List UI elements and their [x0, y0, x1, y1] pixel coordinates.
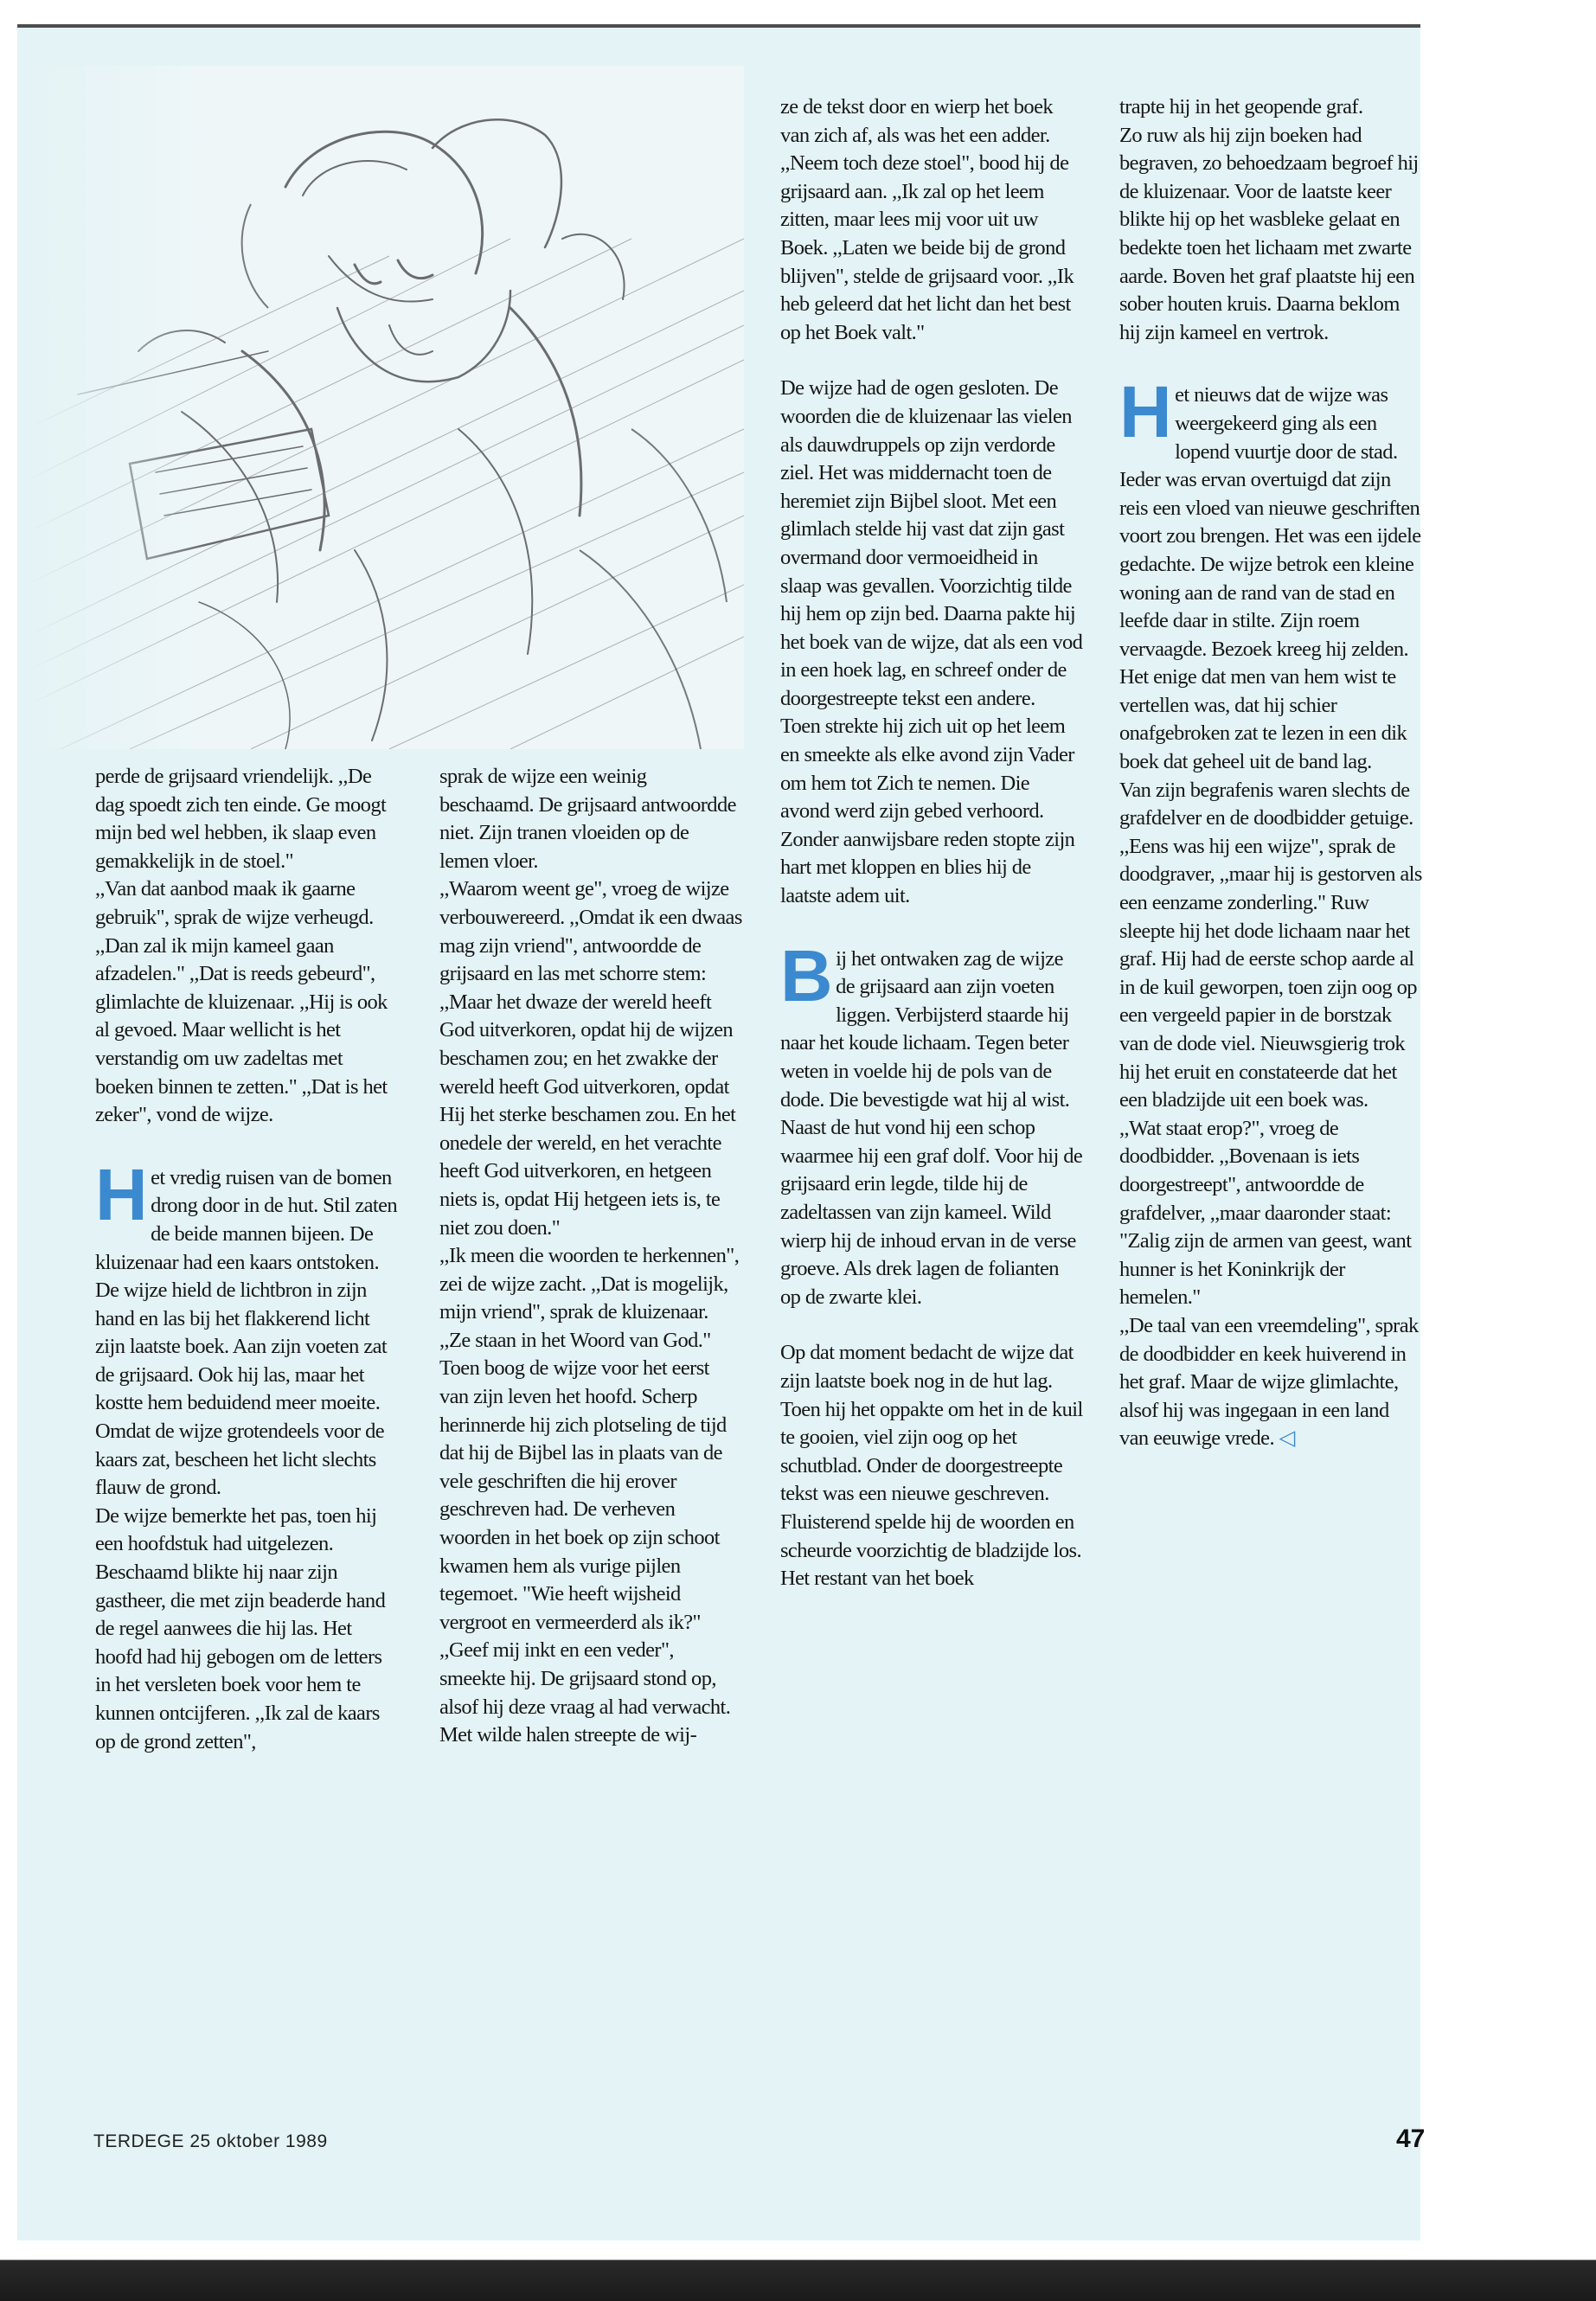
- paragraph: De wijze bemerkte het pas, toen hij een hoofdstuk had uitgelezen. Beschaamd blikte hij naar zijn gastheer, die met zijn beaderde hand de regel aanwees die hij las. Het hoofd had hij gebogen om de letters in het versleten boek voor hem te kunnen ontcijferen. ,,Ik zal de kaars op de grond zetten",: [95, 1503, 386, 1753]
- paragraph: sprak de wijze een weinig beschaamd. De grijsaard antwoordde niet. Zijn tranen vloeiden op de lemen vloer.: [439, 765, 736, 873]
- paragraph: perde de grijsaard vriendelijk. ,,De dag spoedt zich ten einde. Ge moogt mijn bed wel hebben, ik slaap even gemakkelijk in de stoel.": [95, 765, 387, 873]
- paragraph: ze de tekst door en wierp het boek van zich af, als was het een adder.: [780, 95, 1053, 147]
- paragraph: ,,Ik meen die woorden te herkennen", zei de wijze zacht. ,,Dat is mogelijk, mijn vriend", sprak de kluizenaar. ,,Ze staan in het Woord van God." Toen boog de wijze voor het eerst van zijn leven het hoofd. Scherp herinnerde hij zich plotseling de tijd dat hij de Bijbel las in plaats van de vele geschriften die hij erover geschreven had. De verheven woorden in het boek op zijn schoot kwamen hem als vurige pijlen tegemoet. "Wie heeft wijsheid vergroot en vermeerderd als ik?" ,,Geef mij inkt en een veder", smeekte hij. De grijsaard stond op, alsof hij deze vraag al had verwacht. Met wilde halen streepte de wij-: [439, 1244, 740, 1747]
- drop-cap: B: [780, 934, 833, 1016]
- paragraph: ,,Van dat aanbod maak ik gaarne gebruik", sprak de wijze verheugd. ,,Dan zal ik mijn kameel gaan afzadelen." ,,Dat is reeds gebeurd", glimlachte de kluizenaar. ,,Hij is ook al gevoed. Maar wellicht is het verstandig om uw zadeltas met boeken binnen te zetten." ,,Dat is het zeker", vond de wijze.: [95, 877, 388, 1127]
- paragraph-text: ,,De taal van een vreemdeling", sprak de doodbidder en keek huiverend in het graf. Maar de wijze glimlachte, alsof hij was ingegaan in een land van eeuwige vrede.: [1119, 1313, 1419, 1451]
- dropcap-paragraph: [780, 934, 1083, 1115]
- page-number: 47: [1396, 2125, 1426, 2153]
- scan-edge: [0, 2242, 1596, 2301]
- end-mark-icon: ◁: [1279, 1426, 1295, 1451]
- paragraph: ,,Wat staat erop?", vroeg de doodbidder. ,,Bovenaan is iets doorgestreept", antwoordde de grafdelver, ,,maar daaronder staat: "Zalig zijn de armen van geest, want hunner is het Koninkrijk der hemelen.": [1119, 1116, 1412, 1310]
- paragraph: Van zijn begrafenis waren slechts de grafdelver en de doodbidder getuige. ,,Eens was hij een wijze", sprak de doodgraver, ,,maar hij is gestorven als een eenzame zonderling." Ruw sleepte hij het dode lichaam naar het graf. Hij had de eerste schop aarde al in de kuil geworpen, toen zijn oog op een vergeeld papier in de borstzak van de dode viel. Nieuwsgierig trok hij het eruit en constateerde dat het een bladzijde uit een boek was.: [1119, 778, 1422, 1112]
- paragraph-text: ij het ontwaken zag de wijze de grijsaard aan zijn voeten liggen. Verbijsterd staarde hij naar het koude lichaam. Tegen beter weten in voelde hij de pols van de dode. Die bevestigde wat hij al wist.: [780, 946, 1070, 1112]
- issue-date: 25 oktober 1989: [189, 2131, 328, 2151]
- paragraph: Toen strekte hij zich uit op het leem en smeekte als elke avond zijn Vader om hem tot Zich te nemen. Die avond werd zijn gebed verhoord. Zonder aanwijsbare reden stopte zijn hart met kloppen en blies hij de laatste adem uit.: [780, 715, 1075, 908]
- column-4: [1119, 93, 1422, 1453]
- paragraph-text: et nieuws dat de wijze was weergekeerd ging als een lopend vuurtje door de stad. Ieder was ervan overtuigd dat zijn reis een vloed van nieuwe geschriften voort zou brengen. Het was een ijdele gedachte. De wijze betrok een kleine woning aan de rand van de stad en leefde daar in stilte. Zijn roem vervaagde. Bezoek kreeg hij zelden. Het enige dat men van hem wist te vertellen was, dat hij schier onafgebroken zat te lezen in een dik boek dat geheel uit de band lag.: [1119, 383, 1421, 774]
- paragraph: Zo ruw als hij zijn boeken had begraven, zo behoedzaam begroef hij de kluizenaar. Voor de laatste keer blikte hij op het wasbleke gelaat en bedekte toen het lichaam met zwarte aarde. Boven het graf plaatste hij een sober houten kruis. Daarna beklom hij zijn kameel en vertrok.: [1119, 123, 1419, 344]
- column-3: [780, 93, 1083, 1593]
- drop-cap: H: [95, 1153, 148, 1235]
- paragraph: trapte hij in het geopende graf.: [1119, 95, 1363, 119]
- drop-cap: H: [1119, 371, 1172, 453]
- dropcap-paragraph: [1119, 371, 1422, 776]
- paragraph: Naast de hut vond hij een schop waarmee hij een graf dolf. Voor hij de grijsaard erin legde, tilde hij de zadeltassen van zijn kameel. Wild wierp hij de inhoud ervan in de verse groeve. Als drek lagen de folianten op de zwarte klei.: [780, 1116, 1083, 1309]
- column-2: [439, 763, 742, 1750]
- paragraph: [1119, 1312, 1422, 1453]
- magazine-name: TERDEGE: [93, 2131, 185, 2151]
- paragraph-text: et vredig ruisen van de bomen drong door in de hut. Stil zaten de beide mannen bijeen. De kluizenaar had een kaars ontstoken. De wijze hield de lichtbron in zijn hand en las bij het flakkerend licht zijn laatste boek. Aan zijn voeten zat de grijsaard. Ook hij las, maar het kostte hem beduidend meer moeite.: [95, 1165, 398, 1415]
- paragraph: Op dat moment bedacht de wijze dat zijn laatste boek nog in de hut lag. Toen hij het oppakte om het in de kuil te gooien, viel zijn oog op het schutblad. Onder de doorgestreepte tekst was een nieuwe geschreven. Fluisterend spelde hij de woorden en scheurde voorzichtig de bladzijde los. Het restant van het boek: [780, 1341, 1083, 1591]
- sketch-illustration: [26, 66, 744, 749]
- paragraph: ,,Neem toch deze stoel", bood hij de grijsaard aan. ,,Ik zal op het leem zitten, maar lees mij voor uit uw Boek. ,,Laten we beide bij de grond blijven", stelde de grijsaard voor. ,,Ik heb geleerd dat het licht dan het best op het Boek valt.": [780, 151, 1074, 344]
- paragraph: Omdat de wijze grotendeels voor de kaars zat, bescheen het licht slechts flauw de grond.: [95, 1420, 385, 1500]
- paragraph: ,,Waarom weent ge", vroeg de wijze verbouwereerd. ,,Omdat ik een dwaas mag zijn vriend", antwoordde de grijsaard en las met schorre stem: ,,Maar het dwaze der wereld heeft God uitverkoren, opdat hij de wijzen beschamen zou; en het zwakke der wereld heeft God uitverkoren, opdat Hij het sterke beschamen zou. En het onedele der wereld, en het verachte heeft God uitverkoren, en hetgeen niets is, opdat Hij hetgeen iets is, te niet zou doen.": [439, 877, 742, 1240]
- paragraph: De wijze had de ogen gesloten. De woorden die de kluizenaar las vielen als dauwdruppels op zijn verdorde ziel. Het was middernacht toen de heremiet zijn Bijbel sloot. Met een glimlach stelde hij vast dat zijn gast overmand door vermoeidheid in slaap was gevallen. Voorzichtig tilde hij hem op zijn bed. Daarna pakte hij het boek van de wijze, dat als een vod in een hoek lag, en schreef onder de doorgestreepte tekst een andere.: [780, 376, 1083, 710]
- dropcap-paragraph: [95, 1153, 398, 1418]
- footer-folio: [93, 2131, 328, 2152]
- column-1: [95, 763, 398, 1756]
